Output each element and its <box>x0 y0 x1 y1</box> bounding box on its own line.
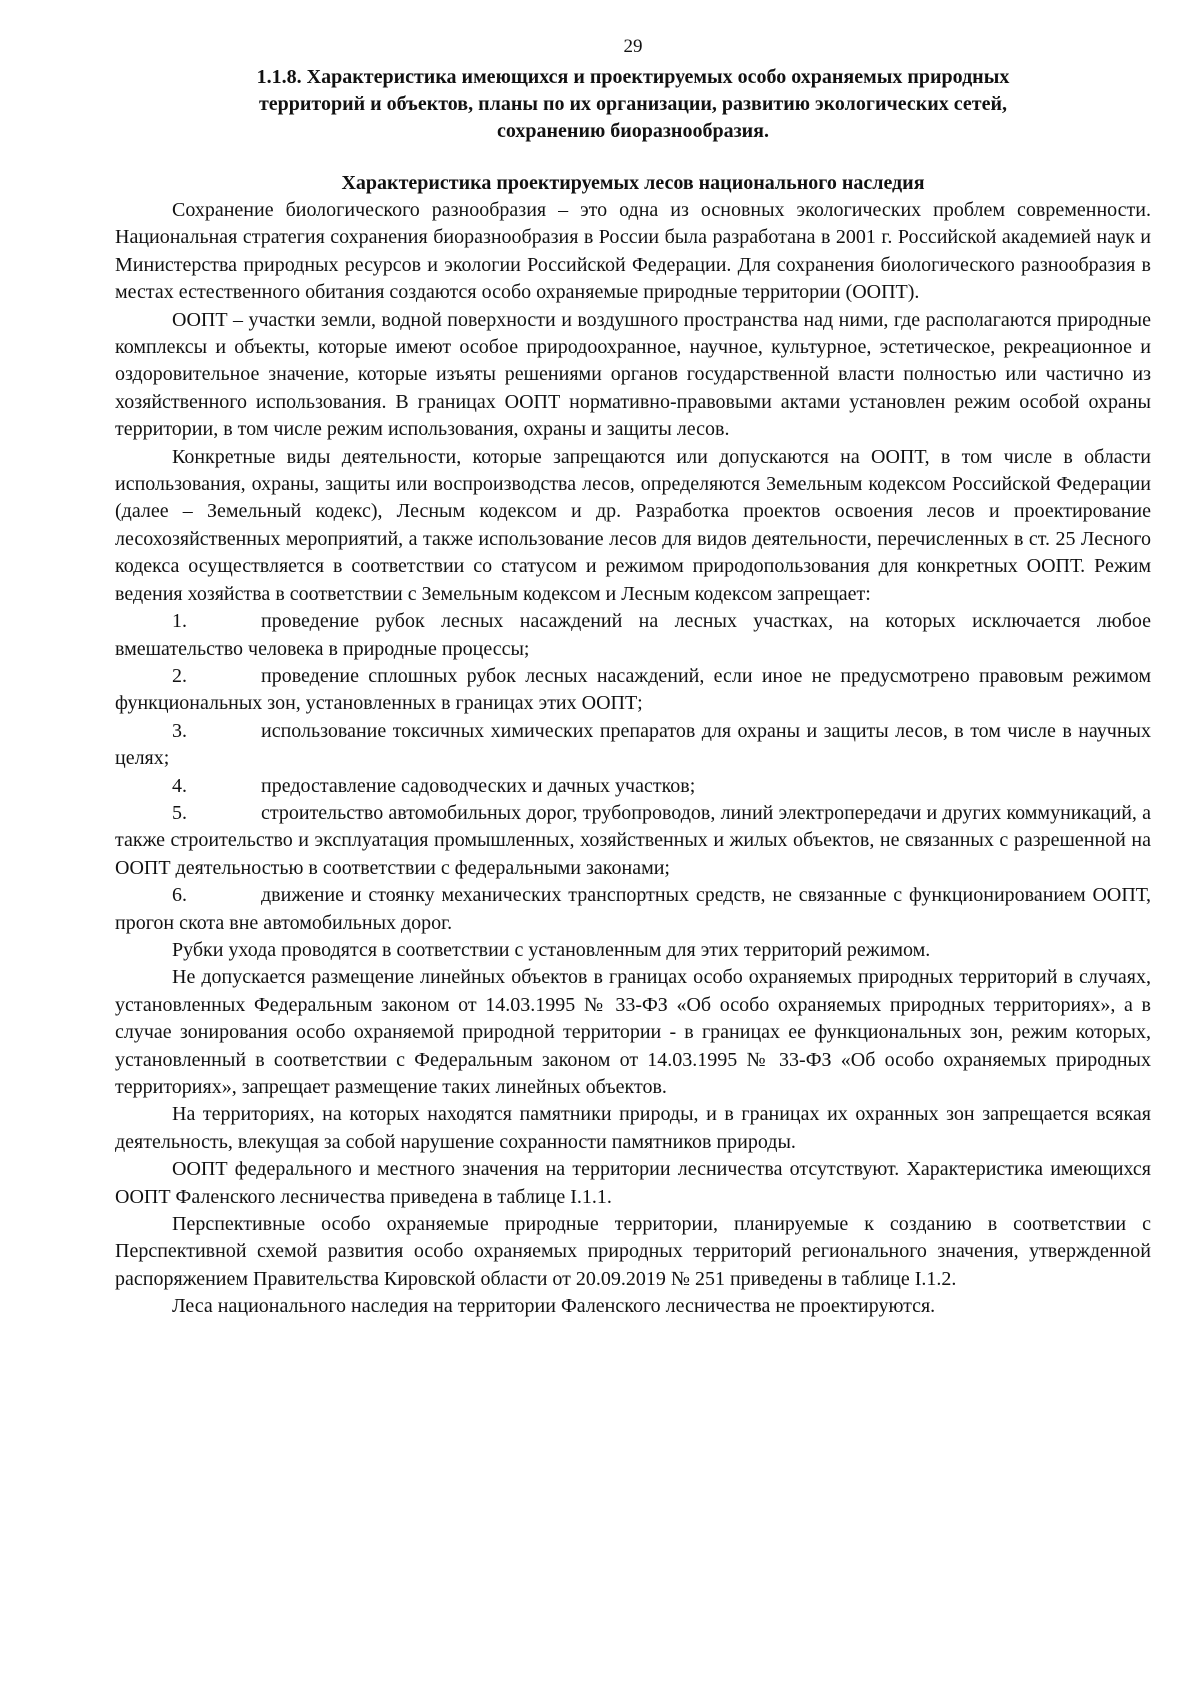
list-item-number: 5. <box>172 801 187 824</box>
paragraph: Перспективные особо охраняемые природные территории, планируемые к созданию в соответствии с Перспективной схемой развития особо охраняемых природных территорий регионального значения, утвержденной распоряжением Правительства Кировской области от 20.09.2019 № 251 приведены в таблице I.1.2. <box>115 1213 1151 1290</box>
list-item-number: 1. <box>172 610 187 633</box>
paragraph: На территориях, на которых находятся памятники природы, и в границах их охранных зон запрещается всякая деятельность, влекущая за собой нарушение сохранности памятников природы. <box>115 1103 1151 1153</box>
paragraph: Не допускается размещение линейных объектов в границах особо охраняемых природных территорий в случаях, установленных Федеральным законом от 14.03.1995 № 33-ФЗ «Об особо охраняемых природных территориях», а в случае зонирования особо охраняемой природной территории - в границах ее функциональных зон, режим которых, установленный в соответствии с Федеральным законом от 14.03.1995 № 33-ФЗ «Об особо охраняемых природных территориях», запрещает размещение таких линейных объектов. <box>115 966 1151 1098</box>
paragraph: ООПТ – участки земли, водной поверхности и воздушного пространства над ними, где располагаются природные комплексы и объекты, которые имеют особое природоохранное, научное, культурное, эстетическое, рекреационное и оздоровительное значение, которые изъяты решениями органов государственной власти полностью или частично из хозяйственного использования. В границах ООПТ нормативно-правовыми актами установлен режим особой охраны территории, в том числе режим использования, охраны и защиты лесов. <box>115 308 1151 441</box>
section-title <box>115 64 1151 145</box>
list-item <box>115 773 1151 800</box>
list-item-text: движение и стоянку механических транспортных средств, не связанные с функционированием ООПТ, прогон скота вне автомобильных дорог. <box>115 884 1151 934</box>
list-item-number: 2. <box>172 664 187 687</box>
list-item <box>115 882 1151 937</box>
list-item <box>115 800 1151 882</box>
list-item-text: проведение сплошных рубок лесных насаждений, если иное не предусмотрено правовым режимом функциональных зон, установленных в границах этих ООПТ; <box>115 664 1151 715</box>
paragraph: Конкретные виды деятельности, которые запрещаются или допускаются на ООПТ, в том числе в области использования, охраны, защиты или воспроизводства лесов, определяются Земельным кодексом Российской Федерации (далее – Земельный кодекс), Лесным кодексом и др. Разработка проектов освоения лесов и проектирование лесохозяйственных мероприятий, а также использование лесов для видов деятельности, перечисленных в ст. 25 Лесного кодекса осуществляется в соответствии со статусом и режимом природопользования для конкретных ООПТ. Режим ведения хозяйства в соответствии с Земельным кодексом и Лесным кодексом запрещает: <box>115 445 1151 605</box>
list-item-text: строительство автомобильных дорог, трубопроводов, линий электропередачи и других коммуникаций, а также строительство и эксплуатация промышленных, хозяйственных и жилых объектов, не связанных с разрешенной на ООПТ деятельностью в соответствии с федеральными законами; <box>115 801 1151 879</box>
section-title-line: территорий и объектов, планы по их организации, развитию экологических сетей, <box>258 93 1008 115</box>
list-item <box>115 718 1151 773</box>
list-item <box>115 608 1151 663</box>
page-number: 29 <box>623 36 643 57</box>
list-item-number: 4. <box>172 774 187 797</box>
list-item-number: 6. <box>172 884 187 907</box>
list-item-number: 3. <box>172 719 187 742</box>
subheading: Характеристика проектируемых лесов национального наследия <box>341 172 925 194</box>
paragraph: Леса национального наследия на территории Фаленского лесничества не проектируются. <box>172 1295 936 1318</box>
list-item-text: проведение рубок лесных насаждений на лесных участках, на которых исключается любое вмешательство человека в природные процессы; <box>115 610 1151 660</box>
list-item <box>115 663 1151 718</box>
list-item-text: использование токсичных химических препаратов для охраны и защиты лесов, в том числе в научных целях; <box>115 719 1151 770</box>
paragraph: ООПТ федерального и местного значения на территории лесничества отсутствуют. Характеристика имеющихся ООПТ Фаленского лесничества приведена в таблице I.1.1. <box>115 1158 1151 1208</box>
list-item-text: предоставление садоводческих и дачных участков; <box>261 774 696 797</box>
document-page <box>115 36 1151 1321</box>
paragraph: Рубки ухода проводятся в соответствии с установленным для этих территорий режимом. <box>172 938 931 961</box>
paragraph: Сохранение биологического разнообразия – это одна из основных экологических проблем современности. Национальная стратегия сохранения биоразнообразия в России была разработана в 2001 г. Российской академией наук и Министерства природных ресурсов и экологии Российской Федерации. Для сохранения биологического разнообразия в местах естественного обитания создаются особо охраняемые природные территории (ООПТ). <box>115 199 1151 304</box>
section-title-line: 1.1.8. Характеристика имеющихся и проектируемых особо охраняемых природных <box>256 66 1010 88</box>
section-title-line: сохранению биоразнообразия. <box>497 120 769 142</box>
